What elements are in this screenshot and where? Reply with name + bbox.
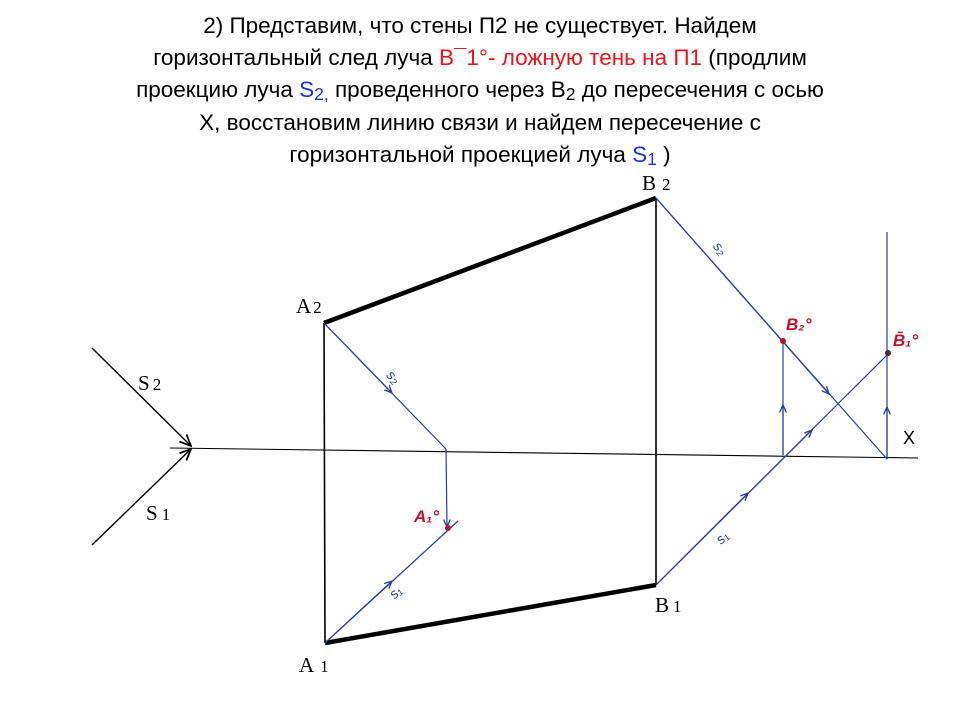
- point-subscript: 2: [565, 83, 576, 104]
- label-a1-shadow: A₁°: [414, 507, 440, 526]
- caption-text: ): [656, 142, 671, 167]
- label-b2-shadow: B₂°: [786, 315, 812, 334]
- point-a1-shadow: [445, 525, 451, 531]
- caption-text: горизонтальной проекцией луча: [289, 142, 633, 167]
- point-b2-shadow: [780, 338, 786, 344]
- ray-subscript: 1: [647, 148, 657, 169]
- label-s2: S 2: [138, 371, 162, 395]
- label-a1: A 1: [299, 653, 329, 677]
- edge-a2-b2: [324, 198, 656, 323]
- label-b1-false: B̄₁°: [893, 331, 919, 350]
- x-axis-line: [170, 448, 918, 458]
- ray-s2-direction: [92, 348, 191, 446]
- caption-line-1: 2) Представим, что стены П2 не существует. Найдем: [203, 13, 757, 38]
- ray-label-s1-a: s₁: [385, 582, 405, 602]
- false-shadow-term: В¯1°- ложную тень на П1: [439, 45, 703, 70]
- label-a2: A 2: [296, 294, 322, 318]
- caption-text: до пересечения с осью: [575, 77, 824, 102]
- caption-line-4: Х, восстановим линию связи и найдем пересечение с: [199, 110, 761, 135]
- edge-a1-b1: [325, 585, 656, 643]
- ray-symbol: S: [299, 77, 315, 102]
- ray-label-s2-b: s₂: [710, 238, 731, 259]
- caption-text: проведенного через В: [328, 77, 566, 102]
- ray-label-s1-b: s₁: [712, 527, 732, 548]
- ray-s1-direction: [92, 449, 191, 545]
- ray-s2-arrow: [324, 323, 392, 393]
- ray-subscript: 2,: [314, 83, 329, 104]
- ray-s1-b1-arrow-2: [656, 430, 812, 585]
- ray-label-s2-a: s₂: [383, 366, 404, 387]
- point-b1-false: [885, 350, 891, 356]
- x-axis-label: X: [903, 428, 916, 448]
- caption-text: горизонтальный след луча: [153, 45, 439, 70]
- label-b2: B 2: [642, 171, 671, 195]
- link-line-a: [324, 323, 325, 643]
- caption-text: проекцию луча: [136, 77, 300, 102]
- ray-symbol: S: [632, 142, 648, 167]
- label-s1: S 1: [146, 501, 171, 525]
- label-b1: B 1: [655, 593, 682, 617]
- link-line-a-shadow: [446, 449, 447, 527]
- ray-s2-b2-arrow: [656, 198, 829, 394]
- caption-text: (продлим: [702, 45, 807, 70]
